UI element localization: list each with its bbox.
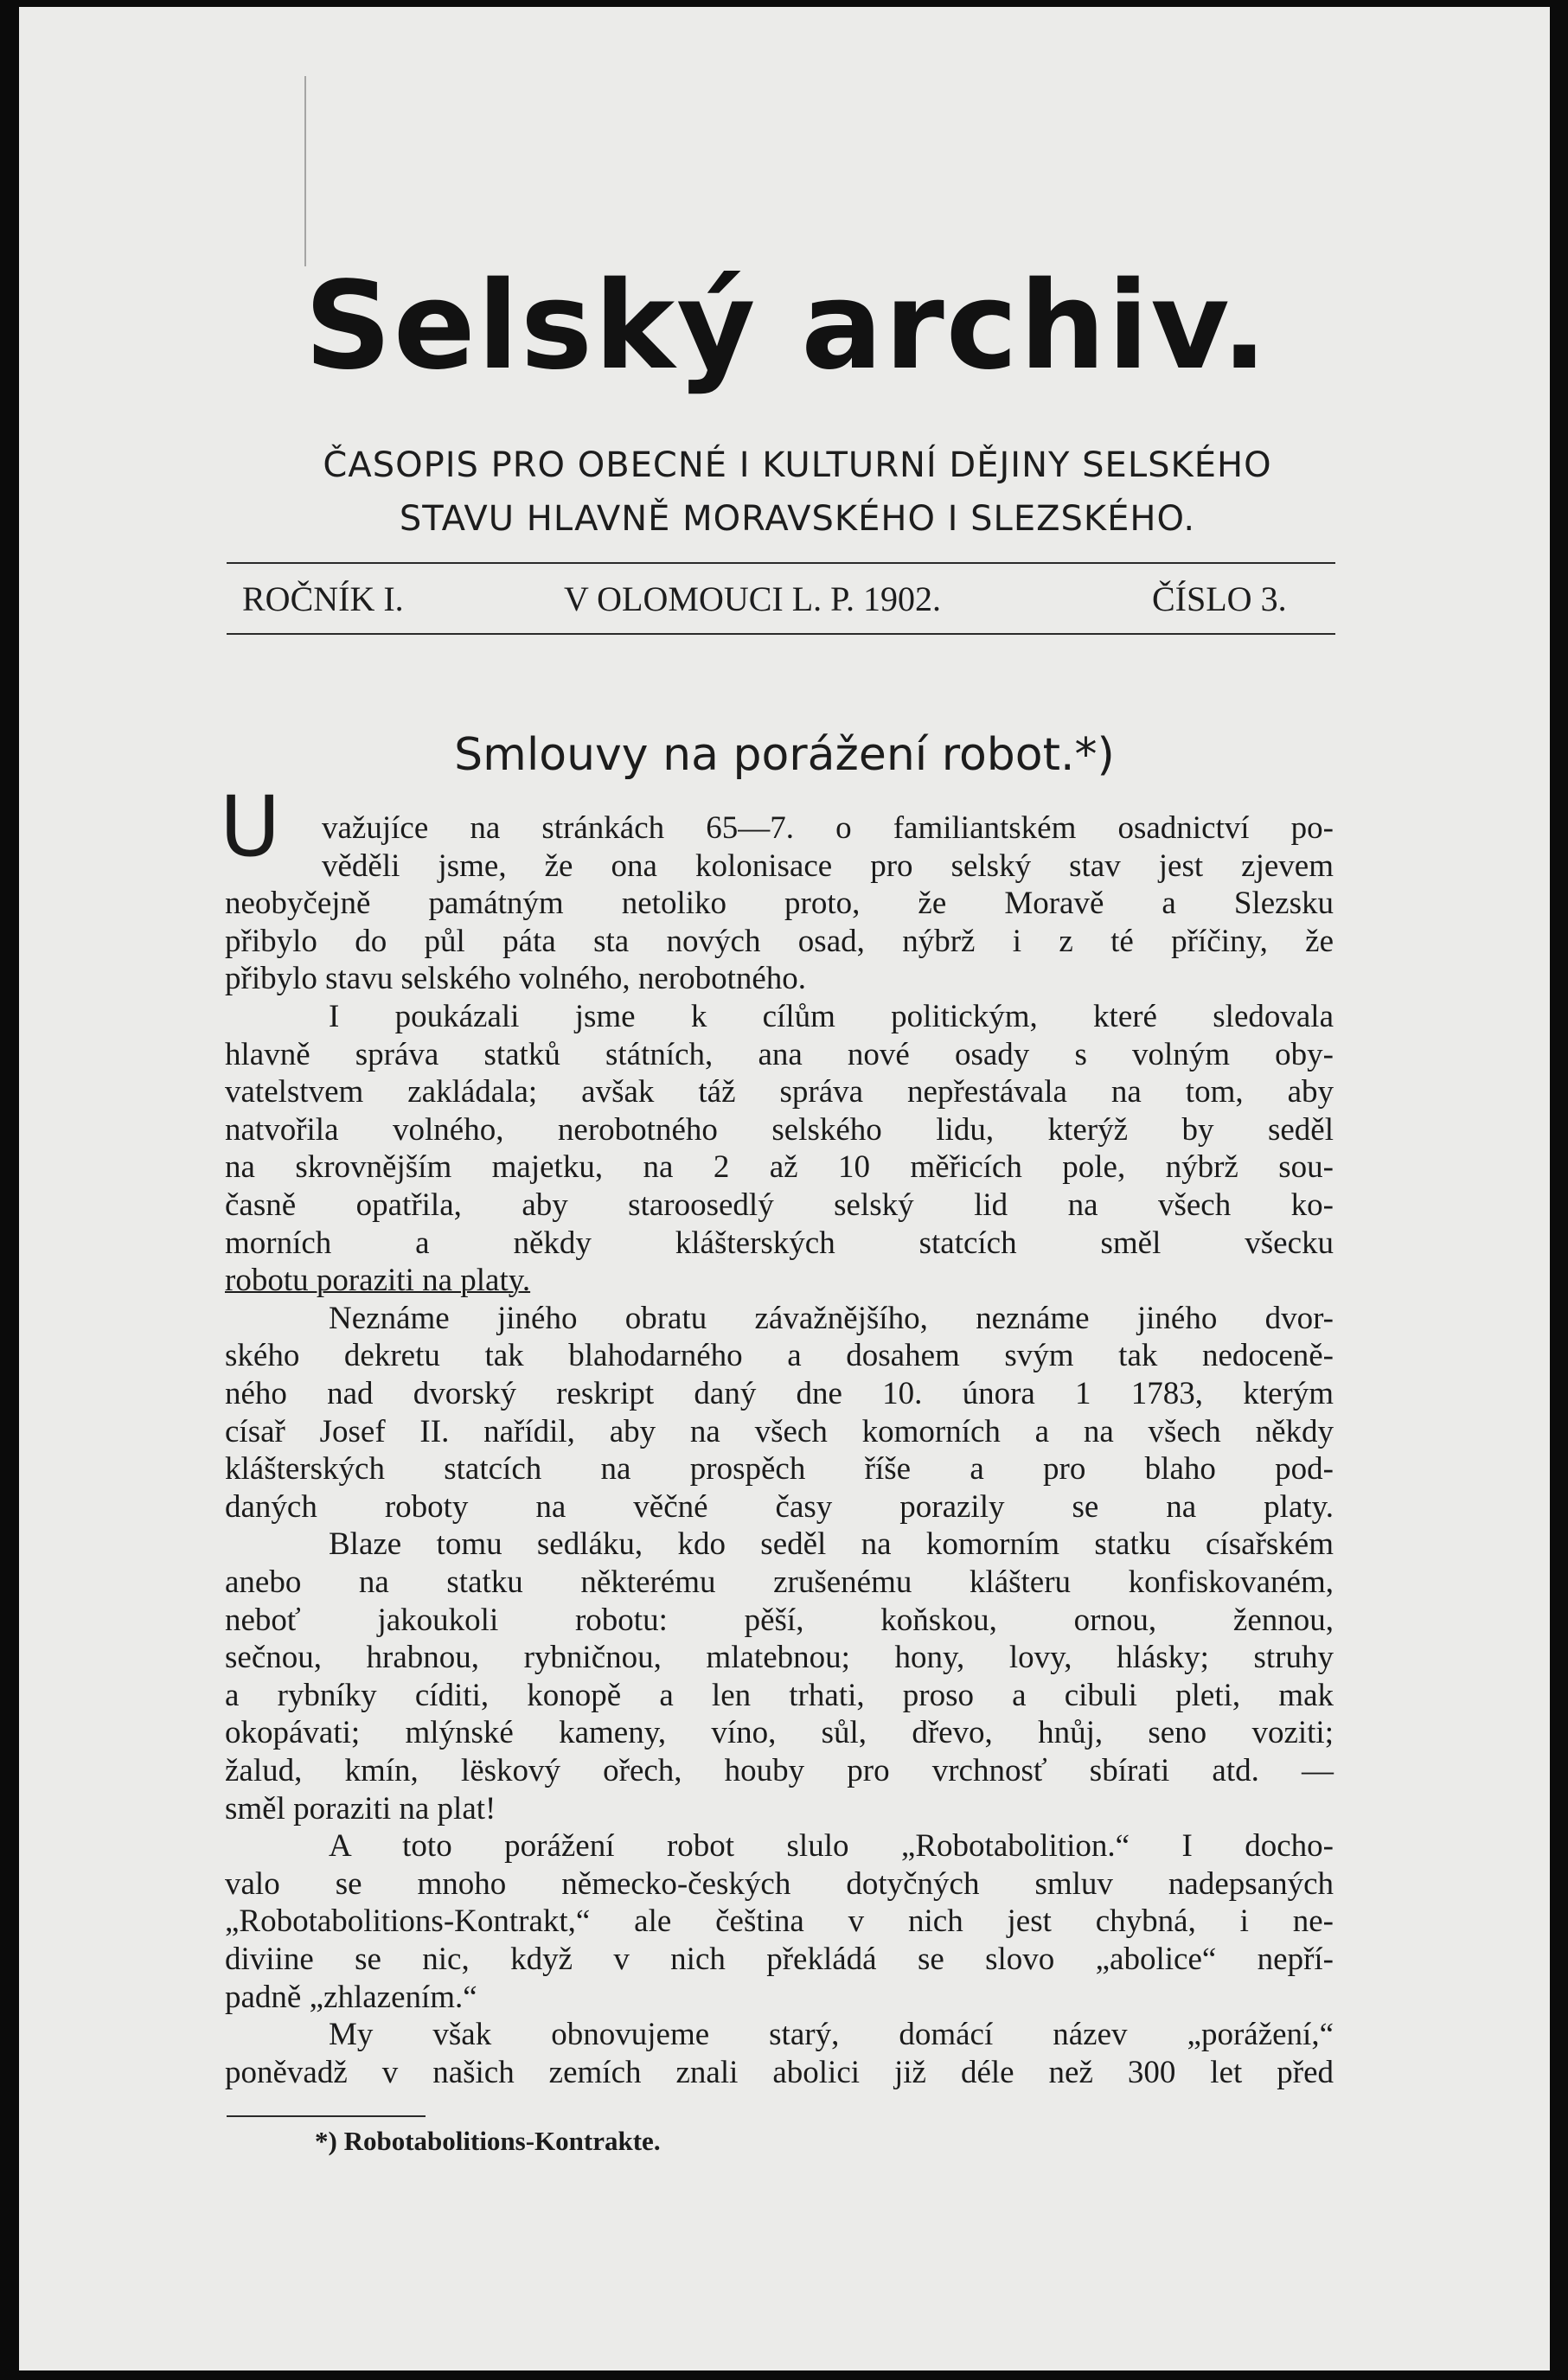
- journal-subtitle-line-2: STAVU HLAVNĚ MORAVSKÉHO I SLEZSKÉHO.: [399, 499, 1196, 539]
- document-page: [19, 7, 1550, 2370]
- text-line: padně „zhlazením.“: [225, 1979, 477, 2015]
- issue-number-label: ČÍSLO 3.: [1152, 579, 1287, 618]
- text-line: okopávati; mlýnské kameny, víno, sůl, dřevo, hnůj, seno voziti;: [225, 1715, 1334, 1751]
- journal-subtitle-line-1: ČASOPIS PRO OBECNÉ I KULTURNÍ DĚJINY SELSKÉHO: [323, 445, 1272, 485]
- text-line: žalud, kmín, lëskový ořech, houby pro vrchnosť sbírati atd. —: [225, 1753, 1334, 1788]
- text-line: věděli jsme, že ona kolonisace pro selský stav jest zjevem: [322, 848, 1334, 884]
- drop-cap: U: [220, 778, 281, 875]
- header-rule-top: [227, 562, 1335, 564]
- text-line: poněvadž v našich zemích znali abolici již déle než 300 let před: [225, 2054, 1334, 2090]
- text-line: diviine se nic, když v nich překládá se slovo „abolice“ nepří-: [225, 1942, 1334, 1977]
- text-line: natvořila volného, nerobotného selského lidu, kterýž by seděl: [225, 1111, 1334, 1148]
- volume-label: ROČNÍK I.: [242, 579, 404, 618]
- text-line: „Robotabolitions-Kontrakt,“ ale čeština v nich jest chybná, i ne-: [225, 1903, 1334, 1940]
- header-rule-bottom: [227, 633, 1335, 635]
- footnote: *) Robotabolitions-Kontrakte.: [315, 2126, 661, 2156]
- text-line: časně opatřila, aby staroosedlý selský lid na všech ko-: [225, 1187, 1334, 1223]
- footnote-rule: [227, 2115, 426, 2117]
- text-line: vatelstvem zakládala; avšak táž správa nepřestávala na tom, aby: [225, 1074, 1334, 1110]
- text-line: I poukázali jsme k cílům politickým, které sledovala: [329, 999, 1334, 1034]
- text-line: hlavně správa statků státních, ana nové osady s volným oby-: [225, 1036, 1334, 1072]
- journal-title: Selský archiv.: [304, 256, 1270, 397]
- text-line: neobyčejně památným netoliko proto, že Moravě a Slezsku: [225, 886, 1334, 922]
- text-line: Blaze tomu sedláku, kdo seděl na komorním statku císařském: [329, 1526, 1334, 1563]
- text-line: A toto porážení robot slulo „Robotabolition.“ I docho-: [329, 1828, 1334, 1865]
- text-line: važujíce na stránkách 65—7. o familiantském osadnictví po-: [322, 810, 1334, 846]
- text-line: císař Josef II. nařídil, aby na všech komorních a na všech někdy: [225, 1413, 1334, 1449]
- text-line: ského dekretu tak blahodarného a dosahem svým tak nedoceně-: [225, 1338, 1334, 1374]
- text-line: přibylo do půl páta sta nových osad, nýbrž i z té příčiny, že: [225, 923, 1334, 959]
- text-line: robotu poraziti na platy.: [225, 1263, 531, 1299]
- text-line: morních a někdy klášterských statcích směl všecku: [225, 1225, 1334, 1261]
- text-line: klášterských statcích na prospěch říše a pro blaho pod-: [225, 1451, 1334, 1488]
- text-line: přibylo stavu selského volného, nerobotného.: [225, 961, 807, 997]
- text-line: Neznáme jiného obratu závažnějšího, neznáme jiného dvor-: [329, 1300, 1334, 1336]
- text-line: směl poraziti na plat!: [225, 1790, 496, 1827]
- text-line: a rybníky cíditi, konopě a len trhati, proso a cibuli pleti, mak: [225, 1677, 1334, 1713]
- text-line: anebo na statku některému zrušenému klášteru konfiskovaném,: [225, 1564, 1334, 1600]
- scan-mark: [304, 76, 306, 266]
- text-line: neboť jakoukoli robotu: pěší, koňskou, ornou, žennou,: [225, 1602, 1334, 1638]
- article-title: Smlouvy na porážení robot.*): [454, 729, 1115, 781]
- text-line: ného nad dvorský reskript daný dne 10. února 1 1783, kterým: [225, 1376, 1334, 1411]
- text-line: daných roboty na věčné časy porazily se na platy.: [225, 1488, 1334, 1525]
- text-line: valo se mnoho německo-českých dotyčných smluv nadepsaných: [225, 1865, 1334, 1902]
- text-line: na skrovnějším majetku, na 2 až 10 měřicích pole, nýbrž sou-: [225, 1149, 1334, 1186]
- text-line: sečnou, hrabnou, rybničnou, mlatebnou; hony, lovy, hlásky; struhy: [225, 1640, 1334, 1676]
- text-line: My však obnovujeme starý, domácí název „porážení,“: [329, 2017, 1334, 2053]
- place-date-label: V OLOMOUCI L. P. 1902.: [564, 579, 941, 618]
